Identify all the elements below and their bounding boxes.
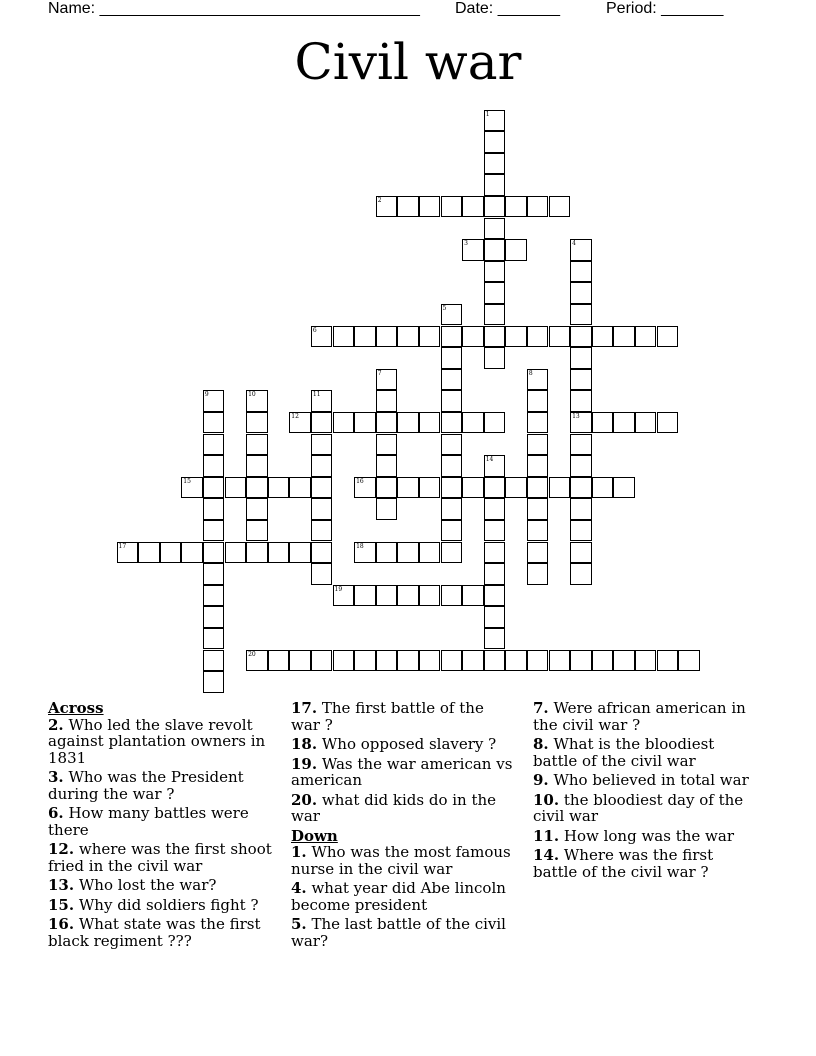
crossword-cell[interactable]: [397, 326, 419, 348]
crossword-cell[interactable]: [484, 477, 506, 499]
clue-item: [48, 916, 273, 949]
crossword-cell[interactable]: [527, 650, 549, 672]
crossword-cell[interactable]: [527, 455, 549, 477]
crossword-cell[interactable]: [570, 326, 592, 348]
crossword-cell[interactable]: [484, 585, 506, 607]
crossword-cell[interactable]: [333, 326, 355, 348]
across-clue-list: [48, 717, 273, 950]
clue-item: [48, 897, 273, 914]
crossword-cell[interactable]: [484, 196, 506, 218]
crossword-cell[interactable]: [419, 585, 441, 607]
clue-item: [291, 844, 516, 877]
clue-number: 13.: [48, 876, 75, 894]
crossword-cell[interactable]: [311, 542, 333, 564]
crossword-cell[interactable]: [484, 239, 506, 261]
clue-number: 10.: [533, 790, 560, 809]
crossword-cell[interactable]: [462, 239, 484, 261]
period-field[interactable]: Period: _______: [606, 0, 724, 17]
clue-text: Who was the most famous nurse in the civil war: [291, 843, 511, 878]
crossword-cell[interactable]: [441, 304, 463, 326]
crossword-cell[interactable]: [311, 563, 333, 585]
crossword-cell[interactable]: [246, 498, 268, 520]
clue-item: [533, 736, 758, 769]
crossword-cell[interactable]: [203, 455, 225, 477]
crossword-cell[interactable]: [203, 390, 225, 412]
crossword-cell[interactable]: [570, 239, 592, 261]
crossword-cell[interactable]: [527, 434, 549, 456]
crossword-cell[interactable]: [549, 477, 571, 499]
crossword-cell[interactable]: [570, 282, 592, 304]
crossword-cell[interactable]: [203, 585, 225, 607]
clue-item: [533, 700, 758, 733]
crossword-cell[interactable]: [311, 520, 333, 542]
crossword-cell[interactable]: [419, 326, 441, 348]
clue-item: [291, 792, 516, 825]
crossword-cell[interactable]: [376, 326, 398, 348]
crossword-cell[interactable]: [462, 326, 484, 348]
clue-text: the bloodiest day of the civil war: [533, 790, 744, 825]
clues-column-1: [48, 700, 273, 952]
clues-column-2: [291, 700, 516, 952]
crossword-cell[interactable]: [484, 304, 506, 326]
crossword-cell[interactable]: [441, 477, 463, 499]
crossword-cell[interactable]: [181, 477, 203, 499]
clue-number: 20.: [291, 790, 318, 809]
clue-item: [533, 828, 758, 845]
crossword-cell[interactable]: [203, 671, 225, 693]
clues-column-3: [533, 700, 758, 883]
crossword-cell[interactable]: [311, 390, 333, 412]
crossword-cell[interactable]: [441, 498, 463, 520]
crossword-cell[interactable]: [570, 304, 592, 326]
clue-item: [48, 769, 273, 802]
crossword-cell[interactable]: [441, 434, 463, 456]
clue-number-label: 3: [464, 240, 468, 248]
crossword-cell[interactable]: [289, 542, 311, 564]
crossword-cell[interactable]: [311, 326, 333, 348]
crossword-cell[interactable]: [289, 477, 311, 499]
clue-number: 6.: [48, 804, 64, 822]
crossword-cell[interactable]: [354, 477, 376, 499]
crossword-cell[interactable]: [419, 477, 441, 499]
crossword-cell[interactable]: [549, 650, 571, 672]
clue-number: 16.: [48, 915, 75, 933]
crossword-cell[interactable]: [376, 542, 398, 564]
crossword-cell[interactable]: [484, 520, 506, 542]
crossword-cell[interactable]: [484, 628, 506, 650]
clue-number: 14.: [533, 846, 560, 864]
crossword-cell[interactable]: [570, 520, 592, 542]
clue-number-label: 16: [356, 477, 364, 485]
crossword-cell[interactable]: [160, 542, 182, 564]
crossword-cell[interactable]: [376, 585, 398, 607]
clue-item: [291, 756, 516, 789]
clue-text: Who was the President during the war ?: [48, 768, 244, 803]
crossword-cell[interactable]: [527, 477, 549, 499]
crossword-cell[interactable]: [657, 326, 679, 348]
crossword-cell[interactable]: [505, 650, 527, 672]
crossword-cell[interactable]: [354, 412, 376, 434]
crossword-cell[interactable]: [570, 542, 592, 564]
crossword-cell[interactable]: [419, 650, 441, 672]
clue-item: [291, 880, 516, 913]
clue-number: 4.: [291, 879, 307, 897]
crossword-cell[interactable]: [570, 412, 592, 434]
clue-number: 8.: [533, 735, 549, 753]
clue-item: [291, 736, 516, 753]
crossword-cell[interactable]: [678, 650, 700, 672]
clue-number-label: 10: [248, 391, 256, 399]
down-clue-list: [291, 844, 516, 949]
crossword-cell[interactable]: [376, 412, 398, 434]
crossword-cell[interactable]: [657, 412, 679, 434]
clue-number-label: 9: [204, 391, 209, 399]
crossword-cell[interactable]: [203, 412, 225, 434]
crossword-cell[interactable]: [354, 585, 376, 607]
clue-text: Why did soldiers fight ?: [74, 895, 259, 914]
crossword-cell[interactable]: [570, 650, 592, 672]
crossword-cell[interactable]: [441, 520, 463, 542]
crossword-cell[interactable]: [289, 650, 311, 672]
crossword-cell[interactable]: [484, 455, 506, 477]
clue-text: What state was the first black regiment ???: [48, 915, 261, 950]
crossword-cell[interactable]: [527, 326, 549, 348]
clue-number: 1.: [291, 843, 307, 861]
crossword-cell[interactable]: [484, 347, 506, 369]
crossword-cell[interactable]: [505, 239, 527, 261]
clue-item: [291, 700, 516, 733]
crossword-cell[interactable]: [181, 542, 203, 564]
crossword-cell[interactable]: [311, 498, 333, 520]
crossword-cell[interactable]: [484, 542, 506, 564]
crossword-cell[interactable]: [527, 498, 549, 520]
crossword-cell[interactable]: [376, 498, 398, 520]
crossword-cell[interactable]: [527, 520, 549, 542]
page-title: Civil war: [294, 33, 522, 91]
clue-text: Who led the slave revolt against plantation owners in 1831: [48, 715, 266, 767]
crossword-cell[interactable]: [333, 585, 355, 607]
crossword-cell[interactable]: [376, 455, 398, 477]
crossword-cell[interactable]: [376, 390, 398, 412]
clue-text: Was the war american vs american: [291, 754, 513, 789]
crossword-cell[interactable]: [657, 650, 679, 672]
down-heading: Down: [291, 826, 338, 845]
clue-number-label: 19: [334, 585, 343, 593]
clue-text: How many battles were there: [48, 804, 249, 839]
crossword-cell[interactable]: [376, 369, 398, 391]
crossword-cell[interactable]: [203, 542, 225, 564]
crossword-cell[interactable]: [268, 477, 290, 499]
crossword-cell[interactable]: [484, 282, 506, 304]
crossword-cell[interactable]: [203, 477, 225, 499]
crossword-cell[interactable]: [311, 650, 333, 672]
clue-text: Were african american in the civil war ?: [533, 699, 746, 734]
crossword-cell[interactable]: [203, 563, 225, 585]
clue-text: Where was the first battle of the civil war ?: [533, 846, 714, 881]
crossword-cell[interactable]: [311, 434, 333, 456]
clue-number: 12.: [48, 840, 75, 858]
clue-text: Who opposed slavery ?: [317, 735, 497, 753]
crossword-cell[interactable]: [484, 153, 506, 175]
clue-item: [48, 805, 273, 838]
crossword-cell[interactable]: [549, 196, 571, 218]
clue-number-label: 13: [572, 412, 580, 420]
crossword-cell[interactable]: [419, 196, 441, 218]
clue-item: [48, 717, 273, 767]
crossword-cell[interactable]: [635, 412, 657, 434]
crossword-cell[interactable]: [570, 261, 592, 283]
clue-number-label: 15: [183, 477, 191, 485]
crossword-cell[interactable]: [484, 110, 506, 132]
clue-text: what did kids do in the war: [291, 790, 497, 825]
clue-text: Who lost the war?: [74, 876, 217, 894]
crossword-cell[interactable]: [354, 542, 376, 564]
crossword-cell[interactable]: [225, 542, 247, 564]
crossword-cell[interactable]: [462, 412, 484, 434]
clue-number-label: 6: [312, 326, 317, 334]
crossword-cell[interactable]: [203, 498, 225, 520]
crossword-cell[interactable]: [592, 326, 614, 348]
clue-number: 17.: [291, 699, 318, 717]
clue-number: 19.: [291, 754, 318, 773]
crossword-cell[interactable]: [613, 477, 635, 499]
clue-number: 2.: [48, 715, 64, 734]
crossword-cell[interactable]: [484, 261, 506, 283]
across-clue-list-continued: [291, 700, 516, 825]
crossword-cell[interactable]: [613, 326, 635, 348]
crossword-cell[interactable]: [527, 390, 549, 412]
clue-number-label: 5: [442, 304, 447, 312]
crossword-cell[interactable]: [484, 498, 506, 520]
crossword-cell[interactable]: [268, 650, 290, 672]
crossword-cell[interactable]: [441, 369, 463, 391]
clue-text: The first battle of the war ?: [291, 699, 484, 734]
crossword-cell[interactable]: [311, 412, 333, 434]
clue-number-label: 8: [528, 369, 533, 377]
crossword-cell[interactable]: [613, 650, 635, 672]
clue-number: 15.: [48, 895, 75, 914]
clue-text: The last battle of the civil war?: [291, 915, 506, 950]
clue-text: What is the bloodiest battle of the civil war: [533, 735, 715, 770]
crossword-cell[interactable]: [397, 477, 419, 499]
crossword-cell[interactable]: [527, 542, 549, 564]
crossword-cell[interactable]: [268, 542, 290, 564]
crossword-cell[interactable]: [354, 650, 376, 672]
crossword-cell[interactable]: [203, 520, 225, 542]
crossword-cell[interactable]: [311, 455, 333, 477]
crossword-cell[interactable]: [462, 196, 484, 218]
crossword-cell[interactable]: [484, 174, 506, 196]
crossword-cell[interactable]: [246, 412, 268, 434]
crossword-cell[interactable]: [635, 650, 657, 672]
crossword-cell[interactable]: [441, 390, 463, 412]
crossword-cell[interactable]: [441, 650, 463, 672]
clue-number-label: 4: [572, 240, 576, 248]
clue-number-label: 17: [118, 542, 127, 550]
crossword-cell[interactable]: [462, 477, 484, 499]
clue-number: 7.: [533, 699, 549, 717]
clue-text: what year did Abe lincoln become president: [291, 879, 506, 914]
date-field[interactable]: Date: _______: [455, 0, 560, 17]
crossword-cell[interactable]: [311, 477, 333, 499]
crossword-cell[interactable]: [462, 650, 484, 672]
crossword-cell[interactable]: [441, 326, 463, 348]
crossword-cell[interactable]: [419, 542, 441, 564]
crossword-cell[interactable]: [484, 650, 506, 672]
crossword-cell[interactable]: [354, 326, 376, 348]
crossword-cell[interactable]: [570, 563, 592, 585]
down-clue-list-continued: [533, 700, 758, 880]
clue-number: 3.: [48, 768, 64, 786]
crossword-cell[interactable]: [419, 412, 441, 434]
crossword-cell[interactable]: [225, 477, 247, 499]
crossword-cell[interactable]: [289, 412, 311, 434]
crossword-cell[interactable]: [441, 542, 463, 564]
crossword-cell[interactable]: [462, 585, 484, 607]
crossword-cell[interactable]: [333, 650, 355, 672]
crossword-cell[interactable]: [484, 218, 506, 240]
clue-item: [533, 772, 758, 789]
crossword-cell[interactable]: [246, 477, 268, 499]
crossword-cell[interactable]: [570, 498, 592, 520]
crossword-cell[interactable]: [333, 412, 355, 434]
crossword-cell[interactable]: [397, 585, 419, 607]
crossword-cell[interactable]: [527, 563, 549, 585]
crossword-cell[interactable]: [246, 520, 268, 542]
crossword-cell[interactable]: [484, 412, 506, 434]
crossword-cell[interactable]: [203, 628, 225, 650]
crossword-cell[interactable]: [635, 326, 657, 348]
crossword-cell[interactable]: [592, 412, 614, 434]
clue-number-label: 1: [485, 110, 490, 118]
crossword-cell[interactable]: [117, 542, 139, 564]
clue-item: [291, 916, 516, 949]
crossword-cell[interactable]: [484, 606, 506, 628]
across-heading: Across: [48, 699, 104, 717]
crossword-cell[interactable]: [484, 563, 506, 585]
clue-number: 11.: [533, 826, 560, 845]
clue-number-label: 2: [377, 196, 382, 204]
crossword-cell[interactable]: [570, 477, 592, 499]
clue-number-label: 18: [356, 542, 364, 550]
crossword-cell[interactable]: [376, 477, 398, 499]
crossword-cell[interactable]: [246, 390, 268, 412]
crossword-cell[interactable]: [397, 542, 419, 564]
crossword-cell[interactable]: [527, 196, 549, 218]
crossword-cell[interactable]: [203, 650, 225, 672]
crossword-cell[interactable]: [397, 412, 419, 434]
crossword-cell[interactable]: [570, 434, 592, 456]
crossword-cell[interactable]: [505, 196, 527, 218]
crossword-cell[interactable]: [203, 606, 225, 628]
clue-number-label: 7: [377, 369, 382, 377]
crossword-cell[interactable]: [505, 477, 527, 499]
clue-item: [533, 847, 758, 880]
crossword-cell[interactable]: [527, 369, 549, 391]
crossword-cell[interactable]: [397, 196, 419, 218]
crossword-cell[interactable]: [484, 326, 506, 348]
crossword-cell[interactable]: [397, 650, 419, 672]
crossword-cell[interactable]: [505, 326, 527, 348]
clue-text: where was the first shoot fried in the civil war: [48, 840, 272, 875]
crossword-cell[interactable]: [613, 412, 635, 434]
clue-number: 9.: [533, 771, 549, 789]
crossword-cell[interactable]: [570, 347, 592, 369]
clue-number-label: 14: [485, 456, 494, 464]
clue-text: How long was the war: [559, 826, 734, 845]
crossword-cell[interactable]: [441, 585, 463, 607]
crossword-cell[interactable]: [246, 455, 268, 477]
crossword-cell[interactable]: [138, 542, 160, 564]
crossword-cell[interactable]: [570, 455, 592, 477]
clue-number: 18.: [291, 735, 318, 753]
clue-item: [48, 877, 273, 894]
crossword-cell[interactable]: [592, 650, 614, 672]
crossword-cell[interactable]: [441, 455, 463, 477]
clue-item: [48, 841, 273, 874]
crossword-cell[interactable]: [570, 390, 592, 412]
clue-number-label: 11: [312, 391, 321, 399]
crossword-cell[interactable]: [441, 412, 463, 434]
crossword-cell[interactable]: [203, 434, 225, 456]
crossword-cell[interactable]: [246, 434, 268, 456]
crossword-cell[interactable]: [570, 369, 592, 391]
crossword-cell[interactable]: [376, 434, 398, 456]
clue-number: 5.: [291, 915, 307, 933]
crossword-cell[interactable]: [441, 196, 463, 218]
crossword-cell[interactable]: [549, 326, 571, 348]
clue-number-label: 12: [291, 412, 299, 420]
crossword-cell[interactable]: [484, 131, 506, 153]
crossword-cell[interactable]: [592, 477, 614, 499]
clue-text: Who believed in total war: [548, 771, 749, 789]
crossword-cell[interactable]: [246, 650, 268, 672]
crossword-cell[interactable]: [246, 542, 268, 564]
clue-number-label: 20: [248, 650, 256, 658]
crossword-cell[interactable]: [527, 412, 549, 434]
crossword-cell[interactable]: [376, 650, 398, 672]
crossword-cell[interactable]: [441, 347, 463, 369]
name-field[interactable]: Name: ____________________________________: [48, 0, 420, 17]
clue-item: [533, 792, 758, 825]
crossword-cell[interactable]: [376, 196, 398, 218]
